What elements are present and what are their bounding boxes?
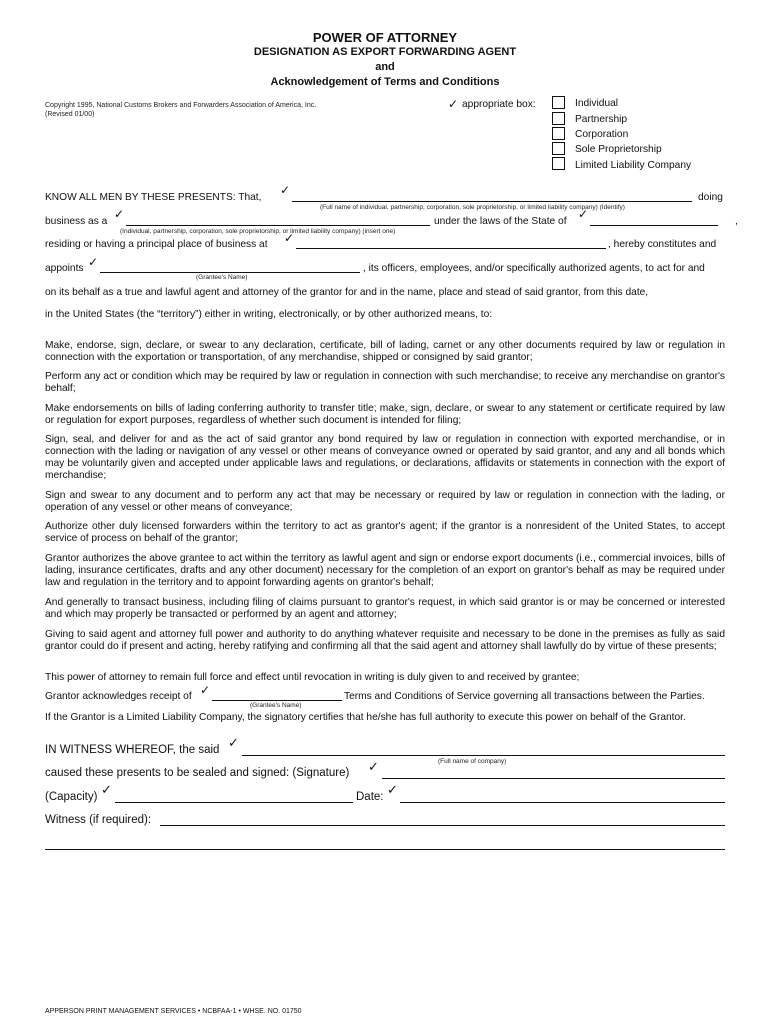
caused-signed-text: caused these presents to be sealed and signed: (Signature) — [45, 767, 350, 779]
know-all-text: KNOW ALL MEN BY THESE PRESENTS: That, — [45, 192, 262, 203]
business-type-field[interactable] — [126, 225, 430, 226]
checkmark-icon: ✓ — [114, 207, 125, 221]
witness-field[interactable] — [160, 825, 725, 826]
company-name-field[interactable] — [242, 755, 725, 756]
power-paragraph: And generally to transact business, including filing of claims pursuant to grantor's request, in which said grantor is or may be concerned or interested and which may properly be transacted or performed by an agent and attorney; — [45, 597, 725, 620]
state-field[interactable] — [590, 225, 718, 226]
llc-certification-text: If the Grantor is a Limited Liability Company, the signatory certifies that he/she has full authority to execute this power on behalf of the Grantor. — [45, 712, 686, 723]
label-individual: Individual — [575, 98, 619, 109]
power-paragraph: Authorize other duly licensed forwarders within the territory to act as grantor's agent; if the grantor is a nonresident of the United States, to accept service of process on behalf of the grantor; — [45, 521, 725, 544]
label-llc: Limited Liability Company — [575, 160, 692, 171]
power-paragraph: Make endorsements on bills of lading conferring authority to transfer title; make, sign, declare, or swear to any statement or certificate required by law or regulation for export purposes, regardless of whether such document is intended for filing; — [45, 403, 725, 426]
in-us-text: in the United States (the “territory”) either in writing, electronically, or by other authorized means, to: — [45, 309, 493, 320]
power-paragraph: Sign, seal, and deliver for and as the act of said grantor any bond required by law or regulation in connection with exported merchandise, or in connection with the lading or navigation of any vessel or other means of conveyance owned or operated by said grantor, and any and all bonds which may be voluntarily given and accepted under applicable laws and regulations, or declarations, affidavits or statements in connection with the export of merchandise; — [45, 434, 725, 481]
grantor-name-field[interactable] — [292, 201, 692, 202]
checkbox-partnership[interactable] — [552, 112, 565, 125]
company-hint: (Full name of company) — [438, 758, 507, 765]
power-paragraph: Sign and swear to any document and to perform any act that may be necessary or required by law or regulation in connection with the lading, or operation of any vessel or other means of conveyance; — [45, 490, 725, 513]
footer-text: APPERSON PRINT MANAGEMENT SERVICES • NCBFAA-1 • WHSE. NO. 01750 — [45, 1008, 302, 1015]
date-field[interactable] — [400, 802, 725, 803]
power-paragraph: Giving to said agent and attorney full power and authority to do anything whatever requisite and necessary to be done in the premises as fully as said grantor could do if present and acting, hereby ratifying and confirming all that the said agent and attorney shall lawfully do by virtue of these presents; — [45, 629, 725, 652]
date-label: Date: — [356, 791, 384, 803]
checkbox-individual[interactable] — [552, 96, 565, 109]
subtitle-and: and — [375, 61, 395, 73]
power-paragraph: Make, endorse, sign, declare, or swear to any declaration, certificate, bill of lading, carnet or any other documents required by law or regulation in connection with the exportation or transportation, of any merchandise, shipped or consigned by said grantor; — [45, 340, 725, 363]
grantee-hint: (Grantee's Name) — [196, 274, 248, 281]
checkmark-icon: ✓ — [280, 183, 291, 197]
behalf-text: on its behalf as a true and lawful agent and attorney of the grantor for and in the name, place and stead of said grantor, from this date, — [45, 287, 649, 298]
officers-text: , its officers, employees, and/or specifically authorized agents, to act for and — [363, 263, 705, 274]
power-paragraph: Perform any act or condition which may be required by law or regulation in connection with such merchandise; to receive any merchandise on grantor's behalf; — [45, 371, 725, 394]
checkbox-corporation[interactable] — [552, 127, 565, 140]
capacity-label: (Capacity) — [45, 791, 98, 803]
comma-text: , — [735, 216, 738, 227]
appropriate-box-label: appropriate box: — [462, 99, 536, 110]
page-title: POWER OF ATTORNEY — [312, 30, 458, 45]
appoints-text: appoints — [45, 263, 84, 274]
full-name-hint: (Full name of individual, partnership, corporation, sole proprietorship, or limited liability company) (Identify) — [320, 204, 625, 211]
checkbox-sole-proprietorship[interactable] — [552, 142, 565, 155]
revised-notice: (Revised 01/00) — [45, 111, 95, 118]
business-hint: (Individual, partnership, corporation, sole proprietorship, or limited liability company) (insert one) — [120, 228, 396, 235]
residing-text: residing or having a principal place of business at — [45, 239, 268, 250]
checkmark-icon: ✓ — [284, 231, 295, 245]
signature-field[interactable] — [382, 778, 725, 779]
label-sole-proprietorship: Sole Proprietorship — [575, 144, 662, 155]
power-paragraph: This power of attorney to remain full force and effect until revocation in writing is duly given to and received by grantee; — [45, 672, 580, 683]
terms-text: Terms and Conditions of Service governing all transactions between the Parties. — [344, 691, 705, 702]
checkmark-icon: ✓ — [387, 783, 398, 798]
grantor-ack-text: Grantor acknowledges receipt of — [45, 691, 192, 702]
label-corporation: Corporation — [575, 129, 629, 140]
hereby-text: , hereby constitutes and — [608, 239, 717, 250]
witness-field-second-line[interactable] — [45, 849, 725, 850]
under-laws-text: under the laws of the State of — [434, 216, 567, 227]
checkmark-icon: ✓ — [101, 783, 112, 798]
subtitle-designation: DESIGNATION AS EXPORT FORWARDING AGENT — [253, 46, 517, 58]
checkmark-icon: ✓ — [228, 736, 239, 751]
grantee-name-field[interactable] — [100, 272, 360, 273]
witness-label: Witness (if required): — [45, 814, 152, 826]
checkmark-icon: ✓ — [368, 760, 379, 775]
copyright-notice: Copyright 1995, National Customs Brokers and Forwarders Association of America, Inc. — [45, 102, 317, 109]
label-partnership: Partnership — [575, 114, 628, 125]
ack-grantee-hint: (Grantee's Name) — [250, 702, 302, 709]
checkmark-icon: ✓ — [448, 97, 459, 111]
power-paragraph: Grantor authorizes the above grantee to act within the territory as lawful agent and sign or endorse export documents (i.e., commercial invoices, bills of lading, insurance certificates, drafts and any other document) necessary for the completion of an export on grantor's behalf as may be required under law and regulation in the territory and to appoint forwarding agents on grantor's behalf; — [45, 553, 725, 588]
checkmark-icon: ✓ — [200, 683, 211, 697]
checkmark-icon: ✓ — [88, 255, 99, 269]
ack-grantee-field[interactable] — [212, 700, 342, 701]
witness-whereof-text: IN WITNESS WHEREOF, the said — [45, 744, 220, 756]
checkbox-llc[interactable] — [552, 157, 565, 170]
capacity-field[interactable] — [115, 802, 353, 803]
address-field[interactable] — [296, 248, 606, 249]
subtitle-acknowledgement: Acknowledgement of Terms and Conditions — [270, 76, 500, 88]
checkmark-icon: ✓ — [578, 207, 589, 221]
business-as-text: business as a — [45, 216, 108, 227]
doing-text: doing — [698, 192, 723, 203]
